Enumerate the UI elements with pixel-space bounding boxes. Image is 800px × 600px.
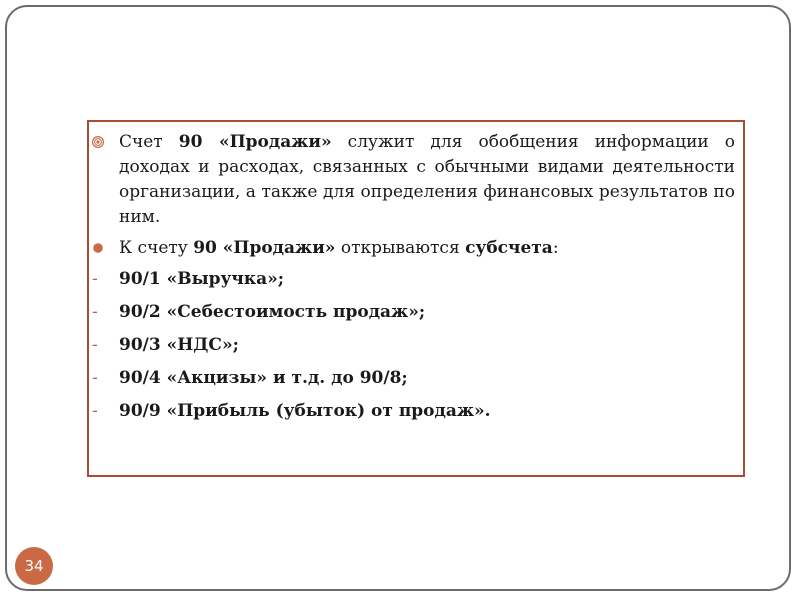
content-box [87, 120, 745, 477]
paragraph2-bold-word: субсчета [465, 238, 553, 258]
subaccount-item [92, 333, 735, 358]
circle-bullet-icon [92, 242, 104, 254]
subaccount-text: 90/2 «Себестоимость продаж»; [119, 302, 426, 322]
dash-marker: - [92, 269, 98, 289]
subaccount-text: 90/4 «Акцизы» и т.д. до 90/8; [119, 368, 408, 388]
subaccount-item [92, 366, 735, 391]
paragraph1-account: 90 «Продажи» [178, 132, 332, 152]
dash-marker: - [92, 302, 98, 322]
paragraph2-text-end: : [552, 238, 559, 258]
subaccount-text: 90/3 «НДС»; [119, 335, 239, 355]
paragraph-subaccounts-intro [119, 236, 735, 261]
subaccount-item [92, 399, 735, 424]
subaccount-item [92, 300, 735, 325]
paragraph2-text-mid: открываются [335, 238, 466, 258]
paragraph1-text-end: служит для обобщения информации о доходах и расходах, связанных с обычными видами деятельности организации, а также для определения финансовых результатов по ним. [119, 132, 736, 227]
paragraph2-text-start: К счету [119, 238, 194, 258]
paragraph2-account: 90 «Продажи» [193, 238, 336, 258]
dash-marker: - [92, 368, 98, 388]
subaccount-item [92, 267, 735, 292]
slide-frame [5, 5, 791, 591]
subaccount-text: 90/1 «Выручка»; [119, 269, 285, 289]
page-number-badge: 34 [15, 547, 53, 585]
paragraph1-text-start: Счет [119, 132, 179, 152]
dash-marker: - [92, 401, 98, 421]
subaccount-text: 90/9 «Прибыль (убыток) от продаж». [119, 401, 491, 421]
dash-marker: - [92, 335, 98, 355]
paragraph-account-description [119, 130, 735, 230]
sunburst-bullet-icon [92, 136, 104, 148]
